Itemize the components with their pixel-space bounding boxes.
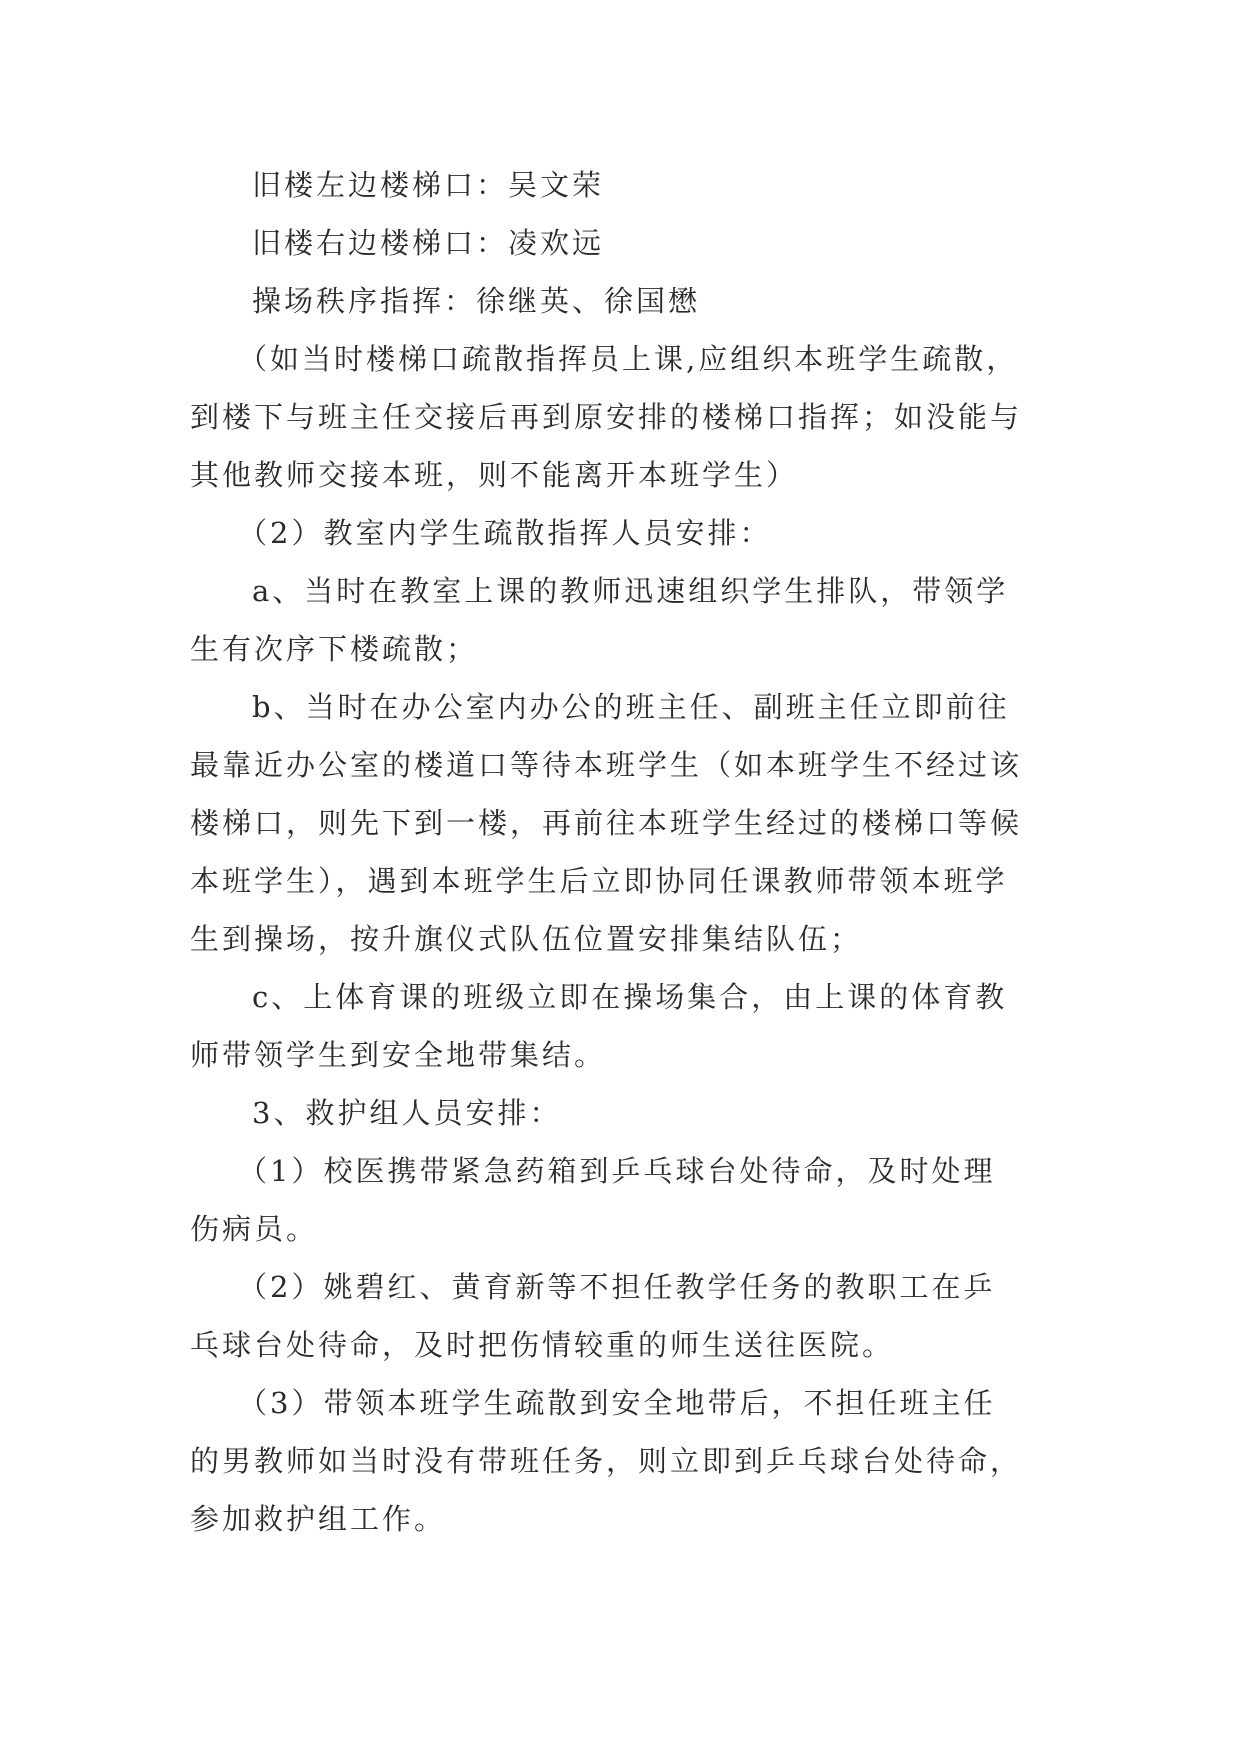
text-line: 旧楼右边楼梯口：凌欢远 bbox=[252, 226, 605, 260]
text-line: 的男教师如当时没有带班任务，则立即到乒乓球台处待命， bbox=[190, 1444, 1023, 1478]
text-line: 乓球台处待命，及时把伤情较重的师生送往医院。 bbox=[190, 1328, 895, 1362]
text-line: 3、救护组人员安排： bbox=[252, 1096, 562, 1130]
text-line: 操场秩序指挥：徐继英、徐国懋 bbox=[252, 284, 701, 318]
text-line: （2）姚碧红、黄育新等不担任教学任务的教职工在乒 bbox=[238, 1270, 996, 1304]
text-line: b、当时在办公室内办公的班主任、副班主任立即前往 bbox=[252, 690, 1010, 724]
text-line: 其他教师交接本班，则不能离开本班学生） bbox=[190, 458, 799, 492]
document-body bbox=[190, 156, 1052, 1548]
text-line: （如当时楼梯口疏散指挥员上课,应组织本班学生疏散， bbox=[238, 342, 1019, 376]
text-line: 生有次序下楼疏散； bbox=[190, 632, 479, 666]
text-line: 到楼下与班主任交接后再到原安排的楼梯口指挥；如没能与 bbox=[190, 400, 1023, 434]
text-line: （1）校医携带紧急药箱到乒乓球台处待命，及时处理 bbox=[238, 1154, 996, 1188]
text-line: 楼梯口，则先下到一楼，再前往本班学生经过的楼梯口等候 bbox=[190, 806, 1023, 840]
text-line: 伤病员。 bbox=[190, 1212, 319, 1246]
text-line: a、当时在教室上课的教师迅速组织学生排队，带领学 bbox=[252, 574, 1009, 608]
text-line: 师带领学生到安全地带集结。 bbox=[190, 1038, 607, 1072]
text-line: 参加救护组工作。 bbox=[190, 1502, 447, 1536]
text-line: 最靠近办公室的楼道口等待本班学生（如本班学生不经过该 bbox=[190, 748, 1023, 782]
text-line: 生到操场，按升旗仪式队伍位置安排集结队伍； bbox=[190, 922, 863, 956]
text-line: 旧楼左边楼梯口：吴文荣 bbox=[252, 168, 605, 202]
text-line: 本班学生），遇到本班学生后立即协同任课教师带领本班学 bbox=[190, 864, 1008, 898]
text-line: （2）教室内学生疏散指挥人员安排： bbox=[238, 516, 772, 550]
text-line: （3）带领本班学生疏散到安全地带后，不担任班主任 bbox=[238, 1386, 996, 1420]
text-line: c、上体育课的班级立即在操场集合，由上课的体育教 bbox=[252, 980, 1008, 1014]
